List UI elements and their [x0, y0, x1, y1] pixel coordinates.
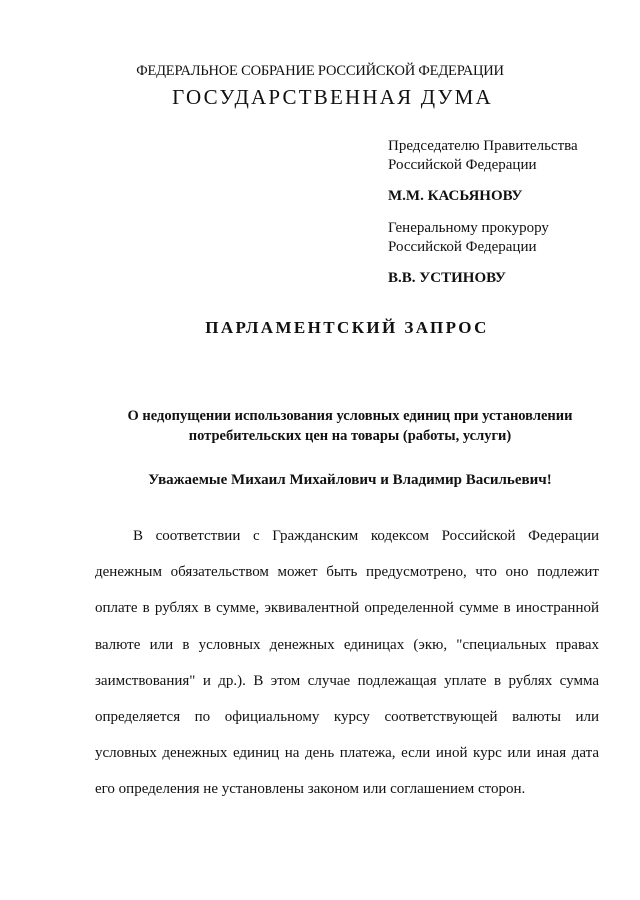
chamber-heading: ГОСУДАРСТВЕННАЯ ДУМА: [172, 85, 493, 109]
subject-line-2: потребительских цен на товары (работы, услуги): [188, 428, 512, 444]
addressee-1-position-line2: Российской Федерации: [388, 157, 537, 173]
addressee-2-position-line2: Российской Федерации: [388, 239, 537, 255]
subject-line-1: О недопущении использования условных единиц при установлении: [127, 408, 573, 424]
document-title: ПАРЛАМЕНТСКИЙ ЗАПРОС: [205, 318, 489, 337]
addressee-1-name: М.М. КАСЬЯНОВУ: [388, 188, 523, 204]
document-subject: [0, 406, 640, 446]
addressee-2-name: В.В. УСТИНОВУ: [388, 270, 506, 286]
addressee-2-position-line1: Генеральному прокурору: [388, 220, 549, 236]
addressee-1-position: [388, 137, 578, 175]
addressee-2-position: [388, 219, 549, 257]
greeting: Уважаемые Михаил Михайлович и Владимир Васильевич!: [148, 472, 552, 488]
addressee-1-position-line1: Председателю Правительства: [388, 138, 578, 154]
organization-heading: ФЕДЕРАЛЬНОЕ СОБРАНИЕ РОССИЙСКОЙ ФЕДЕРАЦИИ: [136, 63, 504, 79]
body-paragraph: В соответствии с Гражданским кодексом Российской Федерации денежным обязательством может быть предусмотрено, что оно подлежит оплате в рублях в сумме, эквивалентной определенной сумме в иностранной валюте или в условных денежных единицах (экю, "специальных правах заимствования" и др.). В этом случае подлежащая уплате в рублях сумма определяется по официальному курсу соответствующей валюты или условных денежных единиц на день платежа, если иной курс или иная дата его определения не установлены законом или соглашением сторон.: [95, 528, 599, 798]
